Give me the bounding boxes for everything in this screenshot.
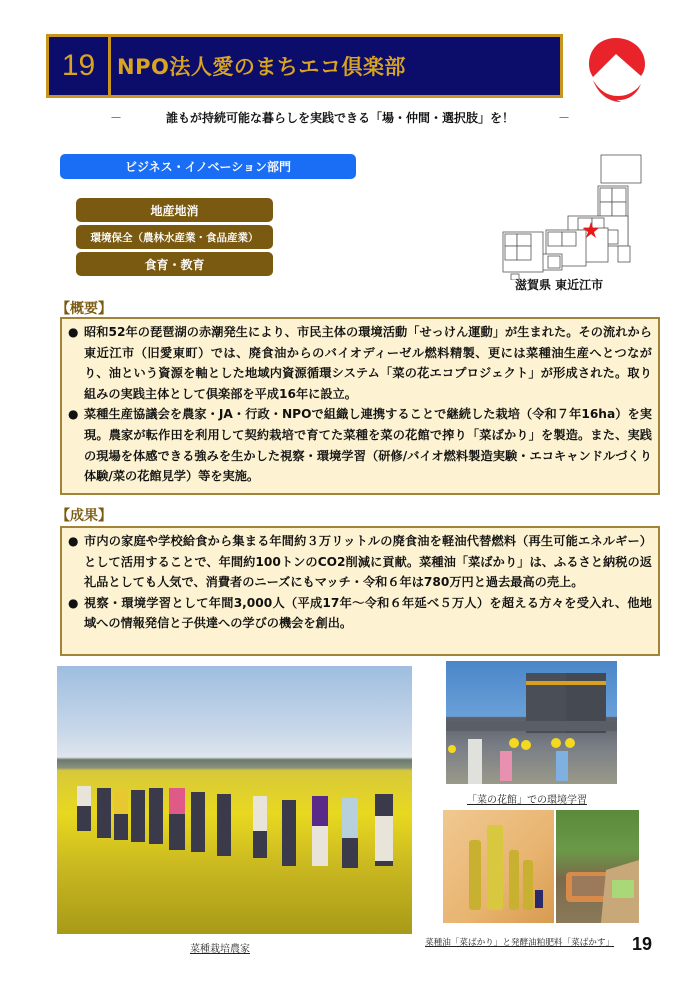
results-box [60,526,660,656]
photo-nanohanakan-learning [446,661,617,784]
organization-title: NPO法人愛のまちエコ倶楽部 [117,55,406,79]
overview-item [68,322,652,404]
bullet-icon: ● [68,534,79,548]
tagline-dash-left: － [110,111,123,125]
division-badge: ビジネス・イノベーション部門 [60,154,356,179]
bullet-icon: ● [68,407,79,422]
results-item [68,531,652,593]
overview-text: 昭和52年の琵琶湖の赤潮発生により、市民主体の環境活動「せっけん運動」が生まれた。その流れから東近江市（旧愛東町）では、廃食油からのバイオディーゼル燃料精製、更には菜種油生産へとつながり、油という資源を軸とした地域内資源循環システム「菜の花エコプロジェクト」が形成された。取り組みの実践主体として倶楽部を平成16年に設立。 [84,325,652,401]
photo-rapeseed-farmers [57,666,412,934]
overview-box [60,317,660,495]
tagline [110,109,570,126]
overview-text: 菜種生産協議会を農家・JA・行政・NPOで組織し連携することで継続した栽培（令和７年16ha）を実現。農家が転作田を利用して契約栽培で育てた菜種を菜の花館で搾り「菜ばかり」を製造。また、実践の現場を体感できる強みを生かした視察・環境学習（研修/バイオ燃料製造実験・エコキャンドルづくり体験/菜の花館見学）等を実施。 [84,407,652,484]
tag-food-education: 食育・教育 [76,252,273,276]
caption-oil-and-fertilizer: 菜種油「菜ばかり」と発酵油粕肥料「菜ばかす」 [425,938,615,948]
results-item [68,593,652,634]
photo-fermented-fertilizer [556,810,639,923]
tagline-text: 誰もが持続可能な暮らしを実践できる「場・仲間・選択肢」を！ [165,111,514,125]
title-banner [46,34,563,98]
results-heading: 【成果】 [56,508,112,524]
red-crescent-logo-icon [585,36,647,104]
results-text: 市内の家庭や学校給食から集まる年間約３万リットルの廃食油を軽油代替燃料（再生可能エネルギー）として活用することで、年間約100トンのCO2削減に貢献。菜種油「菜ばかり」は、ふるさと納税の返礼品としても人気で、消費者のニーズにもマッチ・令和６年は780万円と過去最高の売上。 [84,534,652,590]
japan-map-icon [498,150,648,280]
bullet-icon: ● [68,325,79,339]
tag-environment: 環境保全（農林水産業・食品産業） [76,225,273,249]
fertilizer-tray [556,810,639,923]
entry-number: 19 [49,37,111,95]
caption-rapeseed-farmers: 菜種栽培農家 [190,944,250,955]
overview-heading: 【概要】 [56,301,112,317]
bullet-icon: ● [68,595,79,610]
oil-bottles [443,810,554,923]
overview-item [68,404,652,486]
building-and-children [446,661,617,784]
page-number: 19 [632,934,653,954]
results-text: 視察・環境学習として年間3,000人（平成17年～令和６年延べ５万人）を超える方々を受入れ、他地域への情報発信と子供達への学びの機会を創出。 [84,595,652,631]
tag-local-production: 地産地消 [76,198,273,222]
tagline-dash-right: － [557,111,570,125]
location-label: 滋賀県 東近江市 [515,278,604,292]
caption-nanohanakan: 「菜の花館」での環境学習 [467,795,587,806]
farmers-figures [57,666,412,934]
photo-rapeseed-oil-bottles [443,810,554,923]
